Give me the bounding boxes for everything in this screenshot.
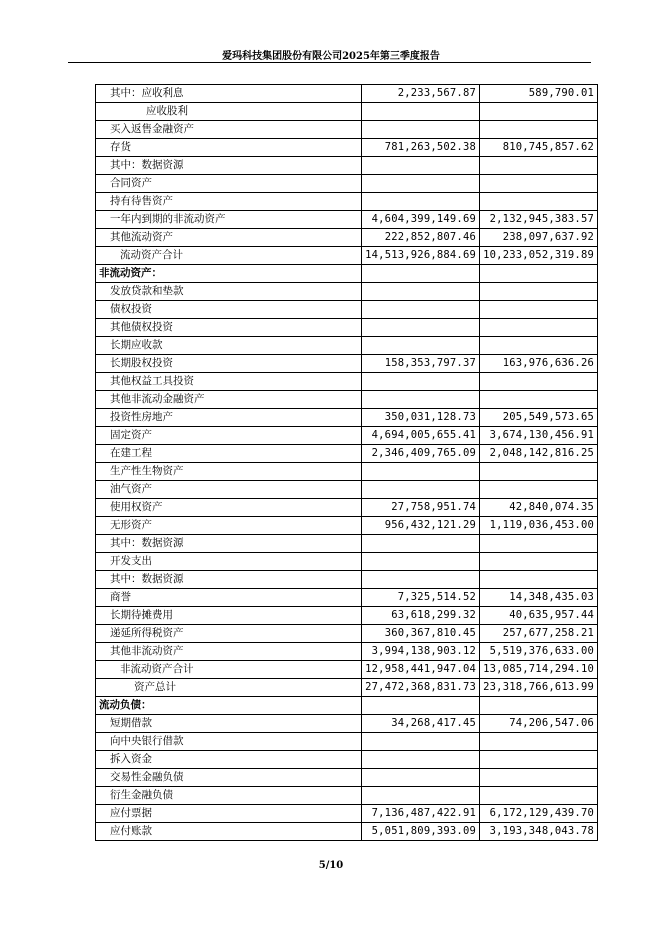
row-label: 开发支出 <box>96 553 362 571</box>
prior-period-value <box>480 463 598 481</box>
table-row <box>96 823 598 841</box>
current-period-value <box>362 751 480 769</box>
current-period-value: 2,233,567.87 <box>362 85 480 103</box>
prior-period-value: 589,790.01 <box>480 85 598 103</box>
prior-period-value: 1,119,036,453.00 <box>480 517 598 535</box>
prior-period-value: 810,745,857.62 <box>480 139 598 157</box>
table-row <box>96 103 598 121</box>
current-period-value: 4,694,005,655.41 <box>362 427 480 445</box>
row-label: 应付票据 <box>96 805 362 823</box>
current-period-value: 781,263,502.38 <box>362 139 480 157</box>
prior-period-value: 10,233,052,319.89 <box>480 247 598 265</box>
prior-period-value: 2,132,945,383.57 <box>480 211 598 229</box>
table-row <box>96 157 598 175</box>
table-row <box>96 319 598 337</box>
table-row <box>96 121 598 139</box>
row-label: 油气资产 <box>96 481 362 499</box>
current-period-value: 7,325,514.52 <box>362 589 480 607</box>
table-row <box>96 481 598 499</box>
row-label: 流动资产合计 <box>96 247 362 265</box>
prior-period-value <box>480 337 598 355</box>
table-row <box>96 337 598 355</box>
table-row <box>96 463 598 481</box>
prior-period-value: 13,085,714,294.10 <box>480 661 598 679</box>
row-label: 长期待摊费用 <box>96 607 362 625</box>
row-label: 存货 <box>96 139 362 157</box>
current-period-value <box>362 121 480 139</box>
row-label: 使用权资产 <box>96 499 362 517</box>
current-period-value <box>362 157 480 175</box>
row-label: 其他债权投资 <box>96 319 362 337</box>
current-period-value <box>362 283 480 301</box>
prior-period-value <box>480 769 598 787</box>
prior-period-value <box>480 571 598 589</box>
table-row <box>96 787 598 805</box>
current-period-value <box>362 769 480 787</box>
prior-period-value: 3,674,130,456.91 <box>480 427 598 445</box>
table-row <box>96 607 598 625</box>
prior-period-value <box>480 301 598 319</box>
row-label: 发放贷款和垫款 <box>96 283 362 301</box>
prior-period-value <box>480 787 598 805</box>
table-row <box>96 247 598 265</box>
row-label: 债权投资 <box>96 301 362 319</box>
prior-period-value <box>480 319 598 337</box>
current-period-value: 158,353,797.37 <box>362 355 480 373</box>
prior-period-value <box>480 481 598 499</box>
prior-period-value <box>480 157 598 175</box>
table-row <box>96 769 598 787</box>
current-period-value <box>362 535 480 553</box>
current-period-value <box>362 193 480 211</box>
current-period-value: 360,367,810.45 <box>362 625 480 643</box>
current-period-value <box>362 373 480 391</box>
current-period-value <box>362 103 480 121</box>
current-period-value <box>362 571 480 589</box>
table-row <box>96 409 598 427</box>
current-period-value: 350,031,128.73 <box>362 409 480 427</box>
row-label: 其他流动资产 <box>96 229 362 247</box>
prior-period-value <box>480 697 598 715</box>
table-row <box>96 283 598 301</box>
prior-period-value <box>480 391 598 409</box>
row-label: 持有待售资产 <box>96 193 362 211</box>
row-label: 固定资产 <box>96 427 362 445</box>
prior-period-value <box>480 733 598 751</box>
current-period-value <box>362 337 480 355</box>
current-period-value: 63,618,299.32 <box>362 607 480 625</box>
prior-period-value: 23,318,766,613.99 <box>480 679 598 697</box>
row-label: 拆入资金 <box>96 751 362 769</box>
current-period-value: 3,994,138,903.12 <box>362 643 480 661</box>
current-period-value <box>362 481 480 499</box>
row-label: 非流动资产： <box>96 265 362 283</box>
balance-sheet-body <box>96 85 598 841</box>
prior-period-value <box>480 373 598 391</box>
row-label: 资产总计 <box>96 679 362 697</box>
row-label: 长期股权投资 <box>96 355 362 373</box>
table-row <box>96 139 598 157</box>
prior-period-value <box>480 535 598 553</box>
table-row <box>96 373 598 391</box>
row-label: 短期借款 <box>96 715 362 733</box>
prior-period-value <box>480 175 598 193</box>
section-header-row <box>96 697 598 715</box>
current-period-value <box>362 175 480 193</box>
row-label: 合同资产 <box>96 175 362 193</box>
table-row <box>96 193 598 211</box>
prior-period-value <box>480 103 598 121</box>
prior-period-value: 238,097,637.92 <box>480 229 598 247</box>
current-period-value: 12,958,441,947.04 <box>362 661 480 679</box>
prior-period-value: 163,976,636.26 <box>480 355 598 373</box>
section-header-row <box>96 265 598 283</box>
page-number: 5/10 <box>318 860 344 871</box>
row-label: 应收股利 <box>96 103 362 121</box>
prior-period-value: 3,193,348,043.78 <box>480 823 598 841</box>
table-row <box>96 427 598 445</box>
prior-period-value: 205,549,573.65 <box>480 409 598 427</box>
current-period-value: 7,136,487,422.91 <box>362 805 480 823</box>
current-period-value <box>362 391 480 409</box>
table-row <box>96 661 598 679</box>
row-label: 递延所得税资产 <box>96 625 362 643</box>
current-period-value: 27,472,368,831.73 <box>362 679 480 697</box>
prior-period-value: 74,206,547.06 <box>480 715 598 733</box>
prior-period-value: 40,635,957.44 <box>480 607 598 625</box>
prior-period-value <box>480 193 598 211</box>
current-period-value <box>362 301 480 319</box>
table-row <box>96 355 598 373</box>
table-row <box>96 733 598 751</box>
current-period-value: 14,513,926,884.69 <box>362 247 480 265</box>
prior-period-value <box>480 265 598 283</box>
current-period-value <box>362 463 480 481</box>
table-row <box>96 229 598 247</box>
table-row <box>96 391 598 409</box>
row-label: 非流动资产合计 <box>96 661 362 679</box>
row-label: 交易性金融负债 <box>96 769 362 787</box>
row-label: 流动负债： <box>96 697 362 715</box>
prior-period-value <box>480 751 598 769</box>
row-label: 其他非流动金融资产 <box>96 391 362 409</box>
current-period-value <box>362 697 480 715</box>
current-period-value: 27,758,951.74 <box>362 499 480 517</box>
table-row <box>96 643 598 661</box>
row-label: 其他非流动资产 <box>96 643 362 661</box>
table-row <box>96 85 598 103</box>
current-period-value <box>362 265 480 283</box>
current-period-value: 2,346,409,765.09 <box>362 445 480 463</box>
prior-period-value: 42,840,074.35 <box>480 499 598 517</box>
row-label: 向中央银行借款 <box>96 733 362 751</box>
current-period-value: 956,432,121.29 <box>362 517 480 535</box>
row-label: 投资性房地产 <box>96 409 362 427</box>
table-row <box>96 301 598 319</box>
row-label: 无形资产 <box>96 517 362 535</box>
row-label: 一年内到期的非流动资产 <box>96 211 362 229</box>
current-period-value: 34,268,417.45 <box>362 715 480 733</box>
table-row <box>96 553 598 571</box>
prior-period-value <box>480 121 598 139</box>
row-label: 其他权益工具投资 <box>96 373 362 391</box>
table-row <box>96 499 598 517</box>
row-label: 其中：数据资源 <box>96 535 362 553</box>
table-row <box>96 625 598 643</box>
table-row <box>96 175 598 193</box>
prior-period-value: 6,172,129,439.70 <box>480 805 598 823</box>
current-period-value <box>362 553 480 571</box>
prior-period-value: 2,048,142,816.25 <box>480 445 598 463</box>
row-label: 应付账款 <box>96 823 362 841</box>
prior-period-value: 257,677,258.21 <box>480 625 598 643</box>
table-row <box>96 751 598 769</box>
table-row <box>96 589 598 607</box>
prior-period-value: 5,519,376,633.00 <box>480 643 598 661</box>
row-label: 衍生金融负债 <box>96 787 362 805</box>
current-period-value: 5,051,809,393.09 <box>362 823 480 841</box>
table-row <box>96 805 598 823</box>
current-period-value <box>362 319 480 337</box>
row-label: 买入返售金融资产 <box>96 121 362 139</box>
row-label: 其中：应收利息 <box>96 85 362 103</box>
report-header-title: 爱玛科技集团股份有限公司2025年第三季度报告 <box>222 51 440 62</box>
table-row <box>96 535 598 553</box>
current-period-value <box>362 787 480 805</box>
row-label: 商誉 <box>96 589 362 607</box>
header-divider <box>68 62 591 63</box>
table-row <box>96 517 598 535</box>
prior-period-value <box>480 283 598 301</box>
table-row <box>96 715 598 733</box>
table-row <box>96 445 598 463</box>
current-period-value: 4,604,399,149.69 <box>362 211 480 229</box>
current-period-value <box>362 733 480 751</box>
row-label: 生产性生物资产 <box>96 463 362 481</box>
table-row <box>96 571 598 589</box>
table-row <box>96 211 598 229</box>
row-label: 其中：数据资源 <box>96 571 362 589</box>
prior-period-value: 14,348,435.03 <box>480 589 598 607</box>
row-label: 长期应收款 <box>96 337 362 355</box>
row-label: 在建工程 <box>96 445 362 463</box>
prior-period-value <box>480 553 598 571</box>
current-period-value: 222,852,807.46 <box>362 229 480 247</box>
row-label: 其中：数据资源 <box>96 157 362 175</box>
balance-sheet-table <box>95 84 598 841</box>
table-row <box>96 679 598 697</box>
